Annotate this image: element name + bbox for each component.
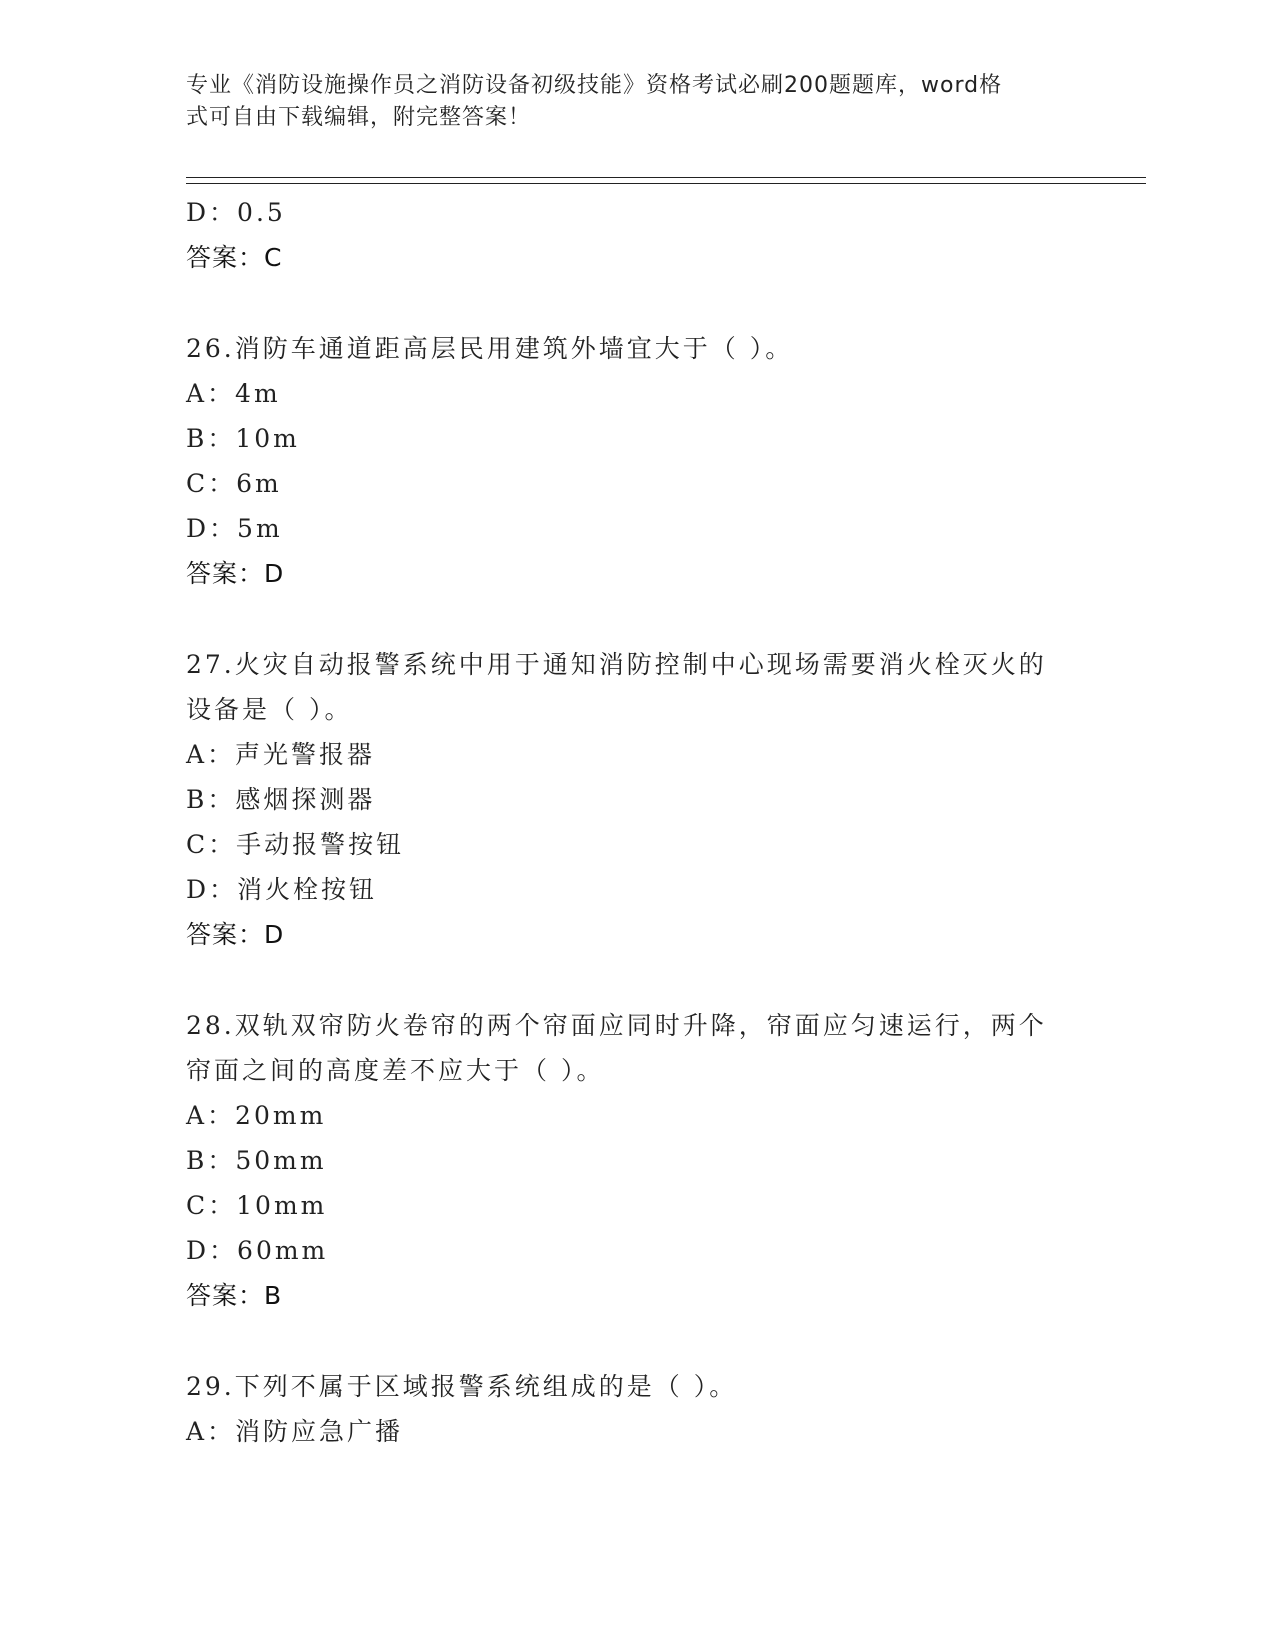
question-text: 27.火灾自动报警系统中用于通知消防控制中心现场需要消火栓灭火的 <box>186 650 1047 679</box>
spacer <box>186 596 1086 642</box>
header-divider-top <box>186 177 1146 178</box>
question-content <box>186 190 1086 1454</box>
header-line-1: 专业《消防设施操作员之消防设备初级技能》资格考试必刷200题题库，word格 <box>186 73 1003 98</box>
answer: 答案：B <box>186 1281 283 1310</box>
question-text: 26.消防车通道距高层民用建筑外墙宜大于（ ）。 <box>186 334 794 363</box>
option-c: C：10mm <box>186 1191 328 1220</box>
question-28 <box>186 1003 1086 1318</box>
header-line-2: 式可自由下载编辑，附完整答案！ <box>186 105 532 130</box>
question-27 <box>186 642 1086 957</box>
option-b: B：50mm <box>186 1146 327 1175</box>
spacer <box>186 280 1086 326</box>
question-text-cont: 帘面之间的高度差不应大于（ ）。 <box>186 1056 605 1085</box>
option-d: D：60mm <box>186 1236 329 1265</box>
option-b: B：10m <box>186 424 300 453</box>
option-a: A：声光警报器 <box>186 740 376 769</box>
document-header <box>186 70 1066 134</box>
spacer <box>186 957 1086 1003</box>
option-a: A：4m <box>186 379 281 408</box>
spacer <box>186 1318 1086 1364</box>
question-29 <box>186 1364 1086 1454</box>
option-d: D：消火栓按钮 <box>186 875 378 904</box>
option-a: A：20mm <box>186 1101 327 1130</box>
option-c: C：手动报警按钮 <box>186 830 405 859</box>
option-a: A：消防应急广播 <box>186 1417 404 1446</box>
option-c: C：6m <box>186 469 282 498</box>
prev-option-d: D：0.5 <box>186 198 286 227</box>
prev-answer: 答案：C <box>186 243 283 272</box>
option-b: B：感烟探测器 <box>186 785 376 814</box>
question-26 <box>186 326 1086 596</box>
answer: 答案：D <box>186 920 285 949</box>
question-text: 28.双轨双帘防火卷帘的两个帘面应同时升降，帘面应匀速运行，两个 <box>186 1011 1047 1040</box>
header-divider-bottom <box>186 183 1146 184</box>
answer: 答案：D <box>186 559 285 588</box>
option-d: D：5m <box>186 514 283 543</box>
question-text-cont: 设备是（ ）。 <box>186 695 353 724</box>
question-text: 29.下列不属于区域报警系统组成的是（ ）。 <box>186 1372 738 1401</box>
